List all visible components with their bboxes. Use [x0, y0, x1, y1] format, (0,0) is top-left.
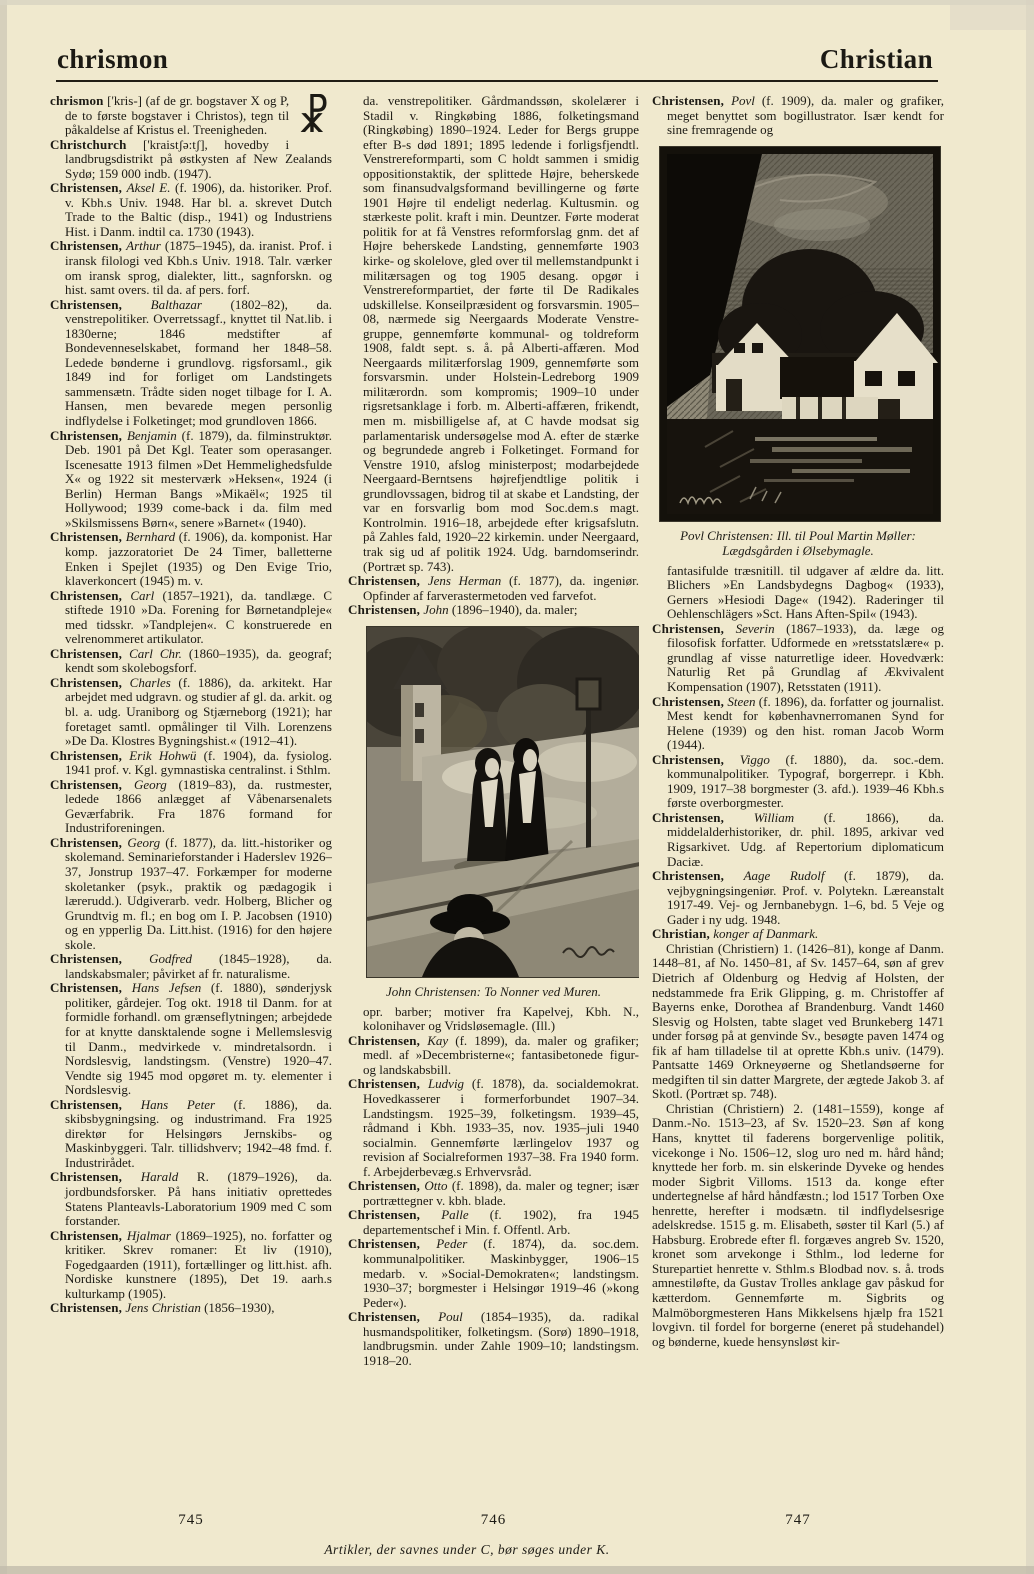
dictionary-entry: Christensen, Hjalmar (1869–1925), no. forfatter og kritiker. Skrev romaner: Et liv (1910), Fogedgaarden (1911), fortællinger og litt.hist. afh. Nordiske kunstnere (1895), Det 19. aarh.s kulturkamp (1905). [50, 1227, 332, 1301]
entry-person-name: Jens Christian [125, 1300, 201, 1316]
entry-headword: Christensen, [50, 1169, 123, 1185]
dictionary-entry: ☧ chrismon ['kris-] (af de gr. bogstaver X og P, de to første bogstaver i Christos), tegn til påkaldelse af Kristus el. Treenigheden. [50, 94, 330, 142]
entry-person-name: Benjamin [126, 427, 177, 443]
dictionary-entry: Christensen, Otto (f. 1898), da. maler og tegner; især portrættegner v. kbh. blade. [348, 1178, 639, 1208]
scan-edge-left [0, 0, 7, 1574]
dictionary-entry: Christensen, Erik Hohwü (f. 1904), da. fysiolog. 1941 prof. v. Kgl. gymnastiska centralinst. i Sthlm. [50, 747, 332, 778]
entry-headword: Christensen, [50, 296, 123, 312]
entry-headword: Christensen, [50, 1096, 123, 1112]
entry-headword: Christensen, [652, 809, 725, 825]
entry-headword: Christian, [652, 926, 710, 942]
painting-illustration [366, 626, 639, 978]
scan-edge-bottom [0, 1566, 1034, 1574]
dictionary-entry: Christensen, Peder (f. 1874), da. soc.dem. kommunalpolitiker. Maskinbygger, 1906–15 medarb. v. »Social-Demokraten«; landstingsm. 1930–37; borgmester i Helsingør 1919–46 (»kong Peder«). [348, 1236, 639, 1310]
entry-headword: Christensen, [50, 674, 123, 690]
entry-person-name: Hans Peter [140, 1096, 216, 1112]
dictionary-entry: Christensen, Povl (f. 1909), da. maler og grafiker, meget benyttet som bogillustrator. Især kendt for sine fremragende og [652, 94, 944, 138]
entry-headword: Christensen, [50, 1227, 123, 1243]
dictionary-entry: Christensen, Jens Herman (f. 1877), da. ingeniør. Opfinder af farverastermetoden ved farvefot. [348, 573, 639, 603]
dictionary-entry: Christensen, Ludvig (f. 1878), da. socialdemokrat. Hovedkasserer i formerforbundet 1907–34. Landstingsm. 1925–39, folketingsm. 1939–45, rådmand i Kbh. 1933–35, nov. 1935–juli 1940 socialmin. Gennemførte lærlingelov 1937 og revision af Socialreformen 1937–38. Fra 1940 form. f. Arbejderbevæg.s Erhvervsråd. [348, 1076, 639, 1179]
entry-person-name: Palle [441, 1207, 469, 1223]
entry-headword: Christensen, [50, 529, 123, 545]
entry-headword: Christensen, [348, 1207, 421, 1223]
running-head-left: chrismon [57, 44, 169, 74]
dictionary-entry: Christensen, Palle (f. 1902), fra 1945 departementschef i Min. f. Offentl. Arb. [348, 1207, 639, 1237]
chi-rho-icon: ☧ [297, 94, 330, 142]
footer-note: Artikler, der savnes under C, bør søges under K. [324, 1542, 610, 1557]
entry-person-name: Jens Herman [427, 573, 502, 589]
entry-headword: Christensen, [50, 834, 123, 850]
entry-headword: Christchurch [50, 136, 127, 152]
dictionary-entry: Christensen, Severin (1867–1933), da. læge og filosofisk forfatter. Udformede en »retsstatslære« p. grundlag af visse naturretlige ideer. Hovedværk: Naturlig Ret på Grundlag af Ækvivalent Kompensation (1907), Retsstaten (1911). [652, 620, 944, 695]
dictionary-entry: Christensen, Godfred (1845–1928), da. landskabsmaler; påvirket af fr. naturalisme. [50, 951, 332, 981]
entry-continuation: opr. barber; motiver fra Kapelvej, Kbh. N., kolonihaver og Vridsløsemagle. (Ill.) [363, 1003, 639, 1034]
figure-caption: Povl Christensen: Ill. til Poul Martin Møller: Lægdsgården i Ølsebymagle. [680, 527, 916, 558]
dictionary-entry [652, 927, 944, 942]
king-paragraph: Christian (Christiern) 2. (1481–1559), konge af Danm.-No. 1513–23, af Sv. 1520–23. Søn af kong Hans, knyttet til faderens borgervenlige politik, vicekonge i No. 1506–12, slog uro ned m. hård hånd; knyttede her forb. m. sin elskerinde Dyveke og hendes moder Sigbrit Villoms. 1513 da. konge efter undertegnelse af hård håndfæstn.; lod 1517 Torben Oxe henrette, herefter i modsætn. til indflydelsesrige adelskredse. 1515 g. m. Elisabeth, søster til Karl (5.) af Habsburg. Erobrede efter fl. forgæves angreb Sv. 1520, kronet som arvekonge i Sthlm., lod lederne for Sturepartiet henrette v. Sthlm.s Blodbad nov. s. å. trods amnestiløfte, da Gustav Trolles anklage gav påskud for kætterdom. Gennemførte m. Sigbrits og Malmöborgmesteren Hans Mikkelsens hjælp fra 1521 lovgivn. til fordel for borgerne (eneret på studehandel) og bønderne, kuede hensynsløst kir- [652, 1100, 944, 1349]
entry-headword: Christensen, [50, 980, 123, 996]
dictionary-entry: Christchurch ['kraistʃə:tʃ], hovedby i landbrugsdistrikt på østkysten af New Zealands Sydø; 159 000 indb. (1947). [50, 136, 332, 181]
entry-headword: Christensen, [348, 1032, 421, 1048]
dictionary-entry: Christensen, Balthazar (1802–82), da. venstrepolitiker. Overretssagf., knyttet til Nat.lib. i 1830erne; 1846 medstifter af Bondevenneselskabet, formand her 1848–58. Ledede bønderne i grundlovg. rigsforsaml., gik 1849 ind for forliget om Landstingets sammensætn. Trådte siden noget tilbage for I. A. Hansen, men bevarede megen personlig indflydelse i Folketinget; mod grundloven 1866. [50, 296, 332, 429]
dictionary-entry: Christensen, Georg (f. 1877), da. litt.-historiker og skolemand. Seminarieforstander i Haderslev 1926–37, Jonstrup 1937–47. Forkæmper for moderne skoletanker (psyk., praktik og pædagogik i lærerudd.). Udgiverarb. vedr. Holberg, Blicher og Grundtvig m. fl.; en bog om I. P. Jacobsen (1910) og en ypperlig Da. Litt.hist. (1916) for den højere skole. [50, 834, 332, 952]
entry-headword: Christensen, [50, 427, 123, 443]
dictionary-entry: Christensen, Carl (1857–1921), da. tandlæge. C stiftede 1910 »Da. Forening for Børnetandpleje« med tidsskr. »Tandplejen«. C konstruerede en velrenommeret artikulator. [50, 587, 332, 647]
dictionary-entry: Christensen, Aage Rudolf (f. 1879), da. vejbygningsingeniør. Prof. v. Polytekn. Læreanstalt 1917-49. Vej- og Jernbanebygn. 1–6, bd. 5 Veje og Gader i ny udg. 1948. [652, 868, 944, 927]
dictionary-entry: Christensen, Bernhard (f. 1906), da. komponist. Har komp. jazzoratoriet De 24 Timer, balletterne Enken i Spejlet (1935) og Den Evige Trio, klaverkoncert (1945) m. v. [50, 529, 332, 589]
entry-headword: Christensen, [50, 747, 123, 763]
entry-person-name: konger af Danmark. [713, 926, 819, 942]
dictionary-entry: Christensen, Harald R. (1879–1926), da. jordbundsforsker. På hans initiativ oprettedes Statens Planteavls-Laboratorium 1909 med C som forstander. [50, 1169, 332, 1229]
entry-headword: Christensen, [50, 951, 123, 967]
king-paragraph: Christian (Christiern) 1. (1426–81), konge af Danm. 1448–81, af No. 1450–81, af Sv. 1457–64, søn af grev Dietrich af Oldenburg og Hedvig af Holsten, der nedstammede fra Erik Glipping, g. m. Christoffer af Bayerns enke, Dorothea af Brandenburg. Vandt 1460 Slesvig og Holsten, tabte slaget ved Brunkeberg 1471 under forsøg på at genvinde Sv., besøgte paven 1474 og fik af ham tilladelse til at oprette Kbh.s univ. (1479). Pantsatte 1469 Orkneyøerne og Shetlandsøerne for medgiften til sin datter Margrete, der ægtede Jakob 3. af Skotl. (Portræt sp. 748). [652, 940, 944, 1102]
entry-person-name: William [753, 809, 795, 825]
entry-person-name: Georg [133, 776, 167, 792]
dictionary-entry: Christensen, Aksel E. (f. 1906), da. historiker. Prof. v. Kbh.s Univ. 1948. Har bl. a. skrevet Dutch Trade to the Baltic (disp., 1941) og Industriens Hist. i Danm. indtil ca. 1730 (1943). [50, 180, 332, 239]
entry-headword: Christensen, [652, 693, 725, 709]
entry-person-name: Aksel E. [126, 180, 171, 196]
entry-person-name: Hans Jefsen [131, 980, 202, 996]
entry-person-name: Harald [140, 1169, 179, 1185]
entry-continuation: fantasifulde træsnitill. til udgaver af ældre da. litt. Blichers »En Landsbydegns Dagbog« (1933), Gerners »Hesiodi Dage« (1942). Raderinger til Oehlenschlägers »Sct. Hans Aften-Spil« (1943). [667, 562, 944, 622]
entry-person-name: Peder [436, 1236, 468, 1252]
dictionary-entry: Christensen, Hans Jefsen (f. 1880), sønderjysk politiker, gårdejer. Tog okt. 1918 til Danm. for at formidle forhandl. om grænseflytningen; arbejdede for at knytte dansktalende sogne i Mellemslesvig til Danm., medvirkede v. mindretalsordn. i Nordslesvig, landstingsm. (Venstre) 1920–47. Vendte sig 1945 mod opgøret m. ty. elementer i Nordslesvig. [50, 980, 332, 1098]
entry-person-name: Viggo [739, 751, 770, 767]
entry-headword: Christensen, [348, 602, 421, 618]
dictionary-entry: Christensen, Charles (f. 1886), da. arkitekt. Har arbejdet med udgravn. og studier af gl. da. arkit. og bl. a. udg. Uraniborg og Stjærneborg (1921); har foretaget samtl. opmålinger til Vilh. Lorenzens »De Da. Klostres Bygningshist.« (1912–41). [50, 674, 332, 749]
entry-person-name: John [423, 602, 449, 618]
entry-person-name: Erik Hohwü [129, 747, 197, 763]
woodcut-illustration [659, 146, 941, 522]
entry-headword: Christensen, [652, 868, 725, 884]
entry-headword: Christensen, [50, 587, 123, 603]
entry-headword: chrismon [50, 94, 104, 108]
header-rule [56, 80, 938, 82]
entry-headword: Christensen, [50, 776, 123, 792]
entry-headword: Christensen, [348, 1178, 421, 1194]
running-head-right: Christian [819, 44, 933, 74]
entry-person-name: Carl Chr. [129, 645, 182, 661]
entry-person-name: Poul [438, 1309, 463, 1325]
entry-person-name: Aage Rudolf [743, 868, 825, 884]
entry-headword: Christensen, [348, 1076, 421, 1092]
column-3 [652, 94, 944, 1518]
entry-headword: Christensen, [50, 645, 123, 661]
page-number-center: 746 [480, 1512, 507, 1528]
page-number-left: 745 [178, 1512, 204, 1528]
entry-person-name: Otto [424, 1178, 448, 1194]
entry-headword: Christensen, [652, 751, 725, 767]
dictionary-entry: Christensen, William (f. 1866), da. middelalderhistoriker, dr. phil. 1895, arkivar ved Rigsarkivet. Udg. af Repertorium diplomaticum Daciæ. [652, 809, 944, 869]
entry-person-name: Ludvig [427, 1076, 465, 1092]
entry-person-name: Balthazar [150, 296, 202, 312]
entry-person-name: Povl [731, 94, 755, 108]
entry-person-name: Godfred [149, 951, 192, 967]
woodcut-figure [659, 146, 944, 522]
dictionary-entry: Christensen, Hans Peter (f. 1886), da. skibsbygningsing. og industrimand. Fra 1925 direktør for Helsingørs Jernskibs- og Maskinbyggeri. Talr. tillidshverv; 1942–48 fmd. f. Industrirådet. [50, 1096, 332, 1170]
dictionary-entry: Christensen, Jens Christian (1856–1930), [50, 1300, 275, 1316]
dictionary-entry: Christensen, Arthur (1875–1945), da. iranist. Prof. i iransk filologi ved Kbh.s Univ. 1918. Talr. værker om iransk sprog, dialekter, litt., sagnforskn. og hist. samt overs. til da. af pers. forf. [50, 238, 332, 298]
entry-person-name: Steen [727, 693, 756, 709]
column-2 [348, 94, 639, 1518]
scan-edge-right [1026, 0, 1034, 1574]
scan-edge-top [0, 0, 1034, 5]
figure-caption: John Christensen: To Nonner ved Muren. [386, 983, 601, 999]
entry-headword: Christensen, [50, 180, 123, 196]
entry-person-name: Kay [427, 1032, 449, 1048]
entry-headword: Christensen, [348, 1309, 421, 1325]
entry-person-name: Arthur [126, 238, 161, 254]
dictionary-entry: Christensen, Carl Chr. (1860–1935), da. geograf; kendt som skolebogsforf. [50, 645, 332, 676]
painting-figure [366, 626, 639, 978]
scan-corner-top-right [950, 0, 1034, 30]
entry-headword: Christensen, [50, 238, 123, 254]
entry-person-name: Hjalmar [126, 1227, 171, 1243]
dictionary-entry: Christensen, Poul (1854–1935), da. radikal husmandspolitiker, folketingsm. (Sorø) 1890–1918, landbrugsmin. under Zahle 1909–10; landstingsm. 1918–20. [348, 1309, 639, 1368]
dictionary-entry: Christensen, John (1896–1940), da. maler; [348, 602, 578, 618]
dictionary-entry: Christensen, Viggo (f. 1880), da. soc.-dem. kommunalpolitiker. Typograf, borgerrepr. i Kbh. 1909, 1917–38 borgmester (3. afd.). 1939–46 Kbh.s første overborgmester. [652, 751, 944, 811]
entry-headword: Christensen, [348, 573, 421, 589]
entry-person-name: Carl [130, 587, 155, 603]
dictionary-entry: Christensen, Benjamin (f. 1879), da. filminstruktør. Deb. 1901 på Det Kgl. Teater som operasanger. Iscenesatte 1913 filmen »Det Hemmelighedsfulde X« og 1922 sit mesterværk »Heksen«, 1924 (i Berlin) Herman Bangs »Mikaël«; 1925 til Hollywood; 1939 come-back i da. film med »Skilsmissens Børn«, senere »Barnet« (1940). [50, 427, 332, 530]
entry-headword: Christensen, [652, 94, 725, 108]
entry-person-name: Bernhard [125, 529, 176, 545]
entry-headword: Christensen, [50, 1300, 123, 1316]
dictionary-entry: Christensen, Steen (f. 1896), da. forfatter og journalist. Mest kendt for københavnerromanen Synd for Helene (1939) og den hist. roman Jacob Worm (1944). [652, 693, 944, 753]
entry-person-name: Severin [735, 620, 775, 636]
entry-person-name: Georg [127, 834, 161, 850]
entry-headword: Christensen, [652, 620, 725, 636]
dictionary-entry: Christensen, Georg (1819–83), da. rustmester, ledede 1866 anlægget af Våbenarsenalets Geværfabrik. Fra 1876 formand for Industriforeningen. [50, 776, 332, 836]
entry-headword: Christensen, [348, 1236, 421, 1252]
column-1 [50, 94, 332, 1518]
entry-person-name: Charles [129, 674, 171, 690]
dictionary-entry: Christensen, Kay (f. 1899), da. maler og grafiker; medl. af »Decembristerne«; fantasibetonede figur- og landskabsbill. [348, 1032, 639, 1077]
page-number-right: 747 [785, 1512, 811, 1528]
entry-continuation: da. venstrepolitiker. Gårdmandssøn, skolelærer i Stadil v. Ringkøbing 1886, folketingsmand (Ringkøbing) 1890–1924. Leder for Bergs gruppe efter B-s død 1891; 1895 ledende i forligsfjendtl. Venstrereformparti, som C holdt sammen i smidig oppositionstaktik, der splittede Højre, beherskede som finansudvalgsformand bevillingerne og førte 1901 Højre til endeligt nederlag. Kultusmin. og stærkeste polit. kraft i min. Deuntzer. Førte moderat politik for at få Venstres reformforslag gnm. det af Højre beherskede Landsting, gennemførte 1903 kirke- og skolelove, gled over til mellemstandpunkt i militærsagen og tog 1905 desang. opgør i Venstrereformpartiet, der førte til De Radikales udskillelse. Konseilpræsident og forsvarsmin. 1905–08, nærmede sig Neergaards Moderate Venstre-gruppe, gennemførte kommunal- og toldreform 1908, faldt sept. s. å. på Alberti-affæren. Mod Neergaards militærforslag 1909, gennemførte som forsvarsmin. under Holstein-Ledreborg 1909 militærordn. som kompromis; 1909–10 under rigsretsanklage i forb. m. Alberti-affæren, frikendt, men m. misbilligelse af, at C havde modsat sig parlamentarisk undersøgelse mod A. efter de stærke og begrundede angreb i Folketinget. Formand for Venstre 1910, afslog ministerpost; modarbejdede Neergaard-Berntsens højrefjendtlige politik i grundlovssagen, bidrog til at skabe et Landsting, der var en forsvarlig bom mod Soc.dem.s magt. Kontrolmin. 1916–18, arbejdede efter krigsafslutn. på Zahles fald, 1920–22 kirkemin. under Neergaard, trak sig ud af politik 1924. Udg. barndomserindr. (Portræt sp. 743). [363, 94, 639, 574]
